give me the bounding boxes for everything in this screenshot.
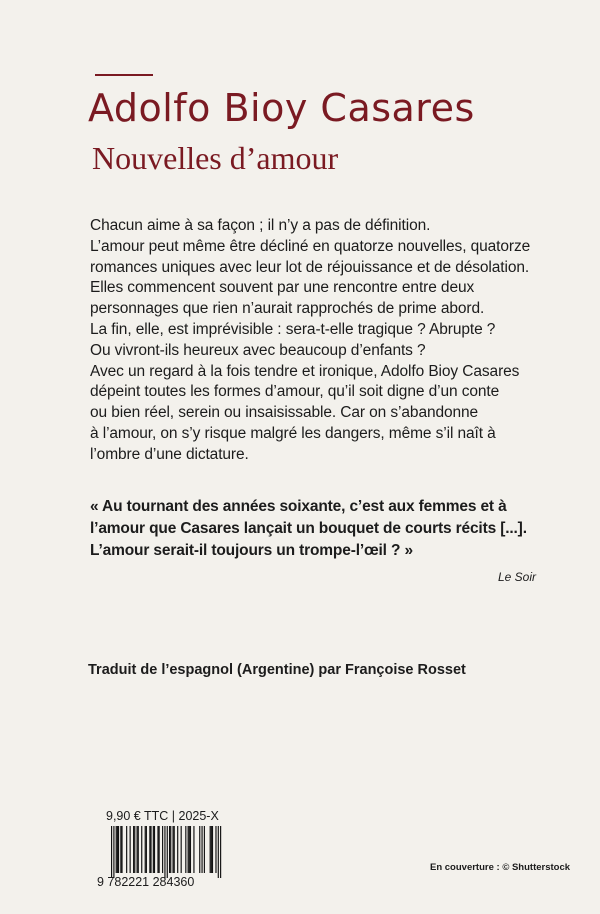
barcode-bar [117, 826, 118, 873]
barcode-bar [204, 826, 205, 873]
barcode-bar [141, 826, 142, 873]
blurb-line: L’amour peut même être décliné en quatorze nouvelles, quatorze [90, 237, 531, 255]
quote-source: Le Soir [497, 570, 536, 584]
barcode-bar [134, 826, 135, 873]
price-label: 9,90 € TTC | 2025-X [106, 809, 219, 823]
barcode-bar [130, 826, 131, 873]
barcode-bar [218, 826, 219, 878]
barcode-bar [189, 826, 190, 873]
barcode-bar [162, 826, 163, 873]
barcode-bar [145, 826, 146, 873]
quote-line: « Au tournant des années soixante, c’est aux femmes et à [90, 498, 507, 515]
blurb-line: romances uniques avec leur lot de réjouissance et de désolation. [90, 258, 530, 276]
barcode-bar [150, 826, 151, 873]
title-rule [95, 74, 153, 76]
barcode-bar [120, 826, 121, 873]
barcode-bar [111, 826, 112, 878]
barcode-bar [167, 826, 168, 878]
barcode-bar [153, 826, 154, 873]
barcode-bar [146, 826, 147, 873]
barcode-bar [157, 826, 158, 873]
barcode-bar [149, 826, 150, 873]
barcode-bar [169, 826, 170, 873]
blurb-line: ou bien réel, serein ou insaisissable. Car on s’abandonne [90, 404, 479, 422]
blurb-line: Chacun aime à sa façon ; il n’y a pas de définition. [90, 217, 431, 234]
barcode-digits: 9 782221 284360 [97, 875, 195, 888]
barcode-bar [199, 826, 200, 873]
barcode-bar [116, 826, 117, 873]
barcode-bar [210, 826, 211, 873]
barcode-bar [188, 826, 189, 873]
barcode-bars [97, 826, 225, 888]
barcode-bar [159, 826, 160, 873]
press-quote [90, 496, 550, 562]
blurb-line: La fin, elle, est imprévisible : sera-t-elle tragique ? Abrupte ? [90, 320, 496, 338]
barcode-bar [190, 826, 191, 873]
barcode-bar [121, 826, 122, 873]
blurb-line: personnages que rien n’aurait rapprochés de prime abord. [90, 300, 485, 318]
barcode-bar [164, 826, 165, 878]
isbn-barcode [97, 826, 225, 888]
barcode-bar [181, 826, 182, 873]
blurb-line: Ou vivront-ils heureux avec beaucoup d’enfants ? [90, 341, 426, 359]
barcode-bar [133, 826, 134, 873]
translator-credit: Traduit de l’espagnol (Argentine) par Françoise Rosset [88, 662, 466, 678]
barcode-bar [201, 826, 202, 873]
blurb-line: à l’amour, on s’y risque malgré les dangers, même s’il naît à [90, 424, 496, 442]
quote-line: L’amour serait-il toujours un trompe-l’œil ? » [90, 542, 413, 559]
barcode-bar [154, 826, 155, 873]
barcode-bar [185, 826, 186, 873]
blurb-text [90, 216, 550, 466]
blurb-line: Elles commencent souvent par une rencontre entre deux [90, 279, 475, 297]
author-name: Adolfo Bioy Casares [88, 86, 475, 130]
blurb-line: Avec un regard à la fois tendre et ironique, Adolfo Bioy Casares [90, 362, 520, 380]
cover-credit: En couverture : © Shutterstock [430, 862, 571, 873]
barcode-bar [211, 826, 212, 873]
barcode-bar [172, 826, 173, 873]
barcode-bar [212, 826, 213, 873]
book-title: Nouvelles d’amour [92, 140, 339, 176]
blurb-line: dépeint toutes les formes d’amour, qu’il soit digne d’un conte [90, 383, 500, 401]
barcode-bar [177, 826, 178, 873]
barcode-bar [118, 826, 119, 873]
barcode-bar [170, 826, 171, 873]
barcode-bar [126, 826, 127, 873]
barcode-bar [174, 826, 175, 873]
barcode-bar [215, 826, 216, 873]
barcode-bar [113, 826, 114, 878]
barcode-bar [137, 826, 138, 873]
blurb-line: l’ombre d’une dictature. [90, 445, 249, 463]
quote-line: l’amour que Casares lançait un bouquet de courts récits [...]. [90, 520, 527, 537]
barcode-bar [193, 826, 194, 873]
barcode-bar [220, 826, 221, 878]
barcode-bar [138, 826, 139, 873]
